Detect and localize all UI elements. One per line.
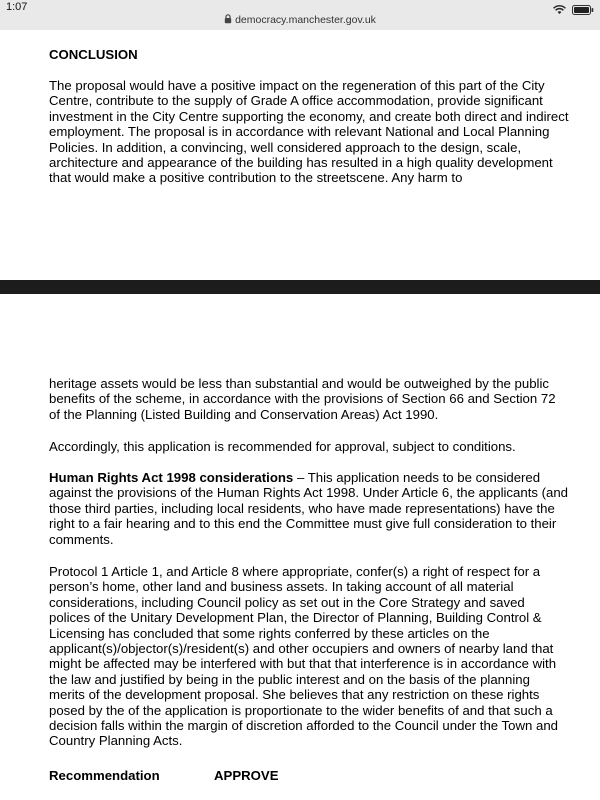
recommendation-value: APPROVE xyxy=(214,768,279,783)
approval-paragraph: Accordingly, this application is recommended for approval, subject to conditions. xyxy=(49,439,516,454)
url-text: democracy.manchester.gov.uk xyxy=(235,14,376,26)
document-page-1 xyxy=(0,30,600,280)
conclusion-heading: CONCLUSION xyxy=(49,47,138,62)
lock-icon xyxy=(224,14,232,27)
address-bar[interactable] xyxy=(0,14,600,27)
recommendation-label: Recommendation xyxy=(49,768,160,783)
heritage-paragraph: heritage assets would be less than substantial and would be outweighed by the public benefits of the scheme, in accordance with the provisions of Section 66 and Section 72 of the Planning (Listed Building and Conservation Areas) Act 1990. xyxy=(49,376,556,422)
document-page-2 xyxy=(0,294,600,800)
human-rights-text: – This application needs to be considered against the provisions of the Human Rights Act 1998. Under Article 6, the applicants (and those third parties, including local residents, who have made representations) have the right to a fair hearing and to this end the Committee must give full consideration to their comments. xyxy=(49,470,569,547)
human-rights-paragraph xyxy=(49,470,569,547)
human-rights-title: Human Rights Act 1998 considerations xyxy=(49,470,294,485)
clock-time: 1:07 xyxy=(6,1,28,13)
protocol-paragraph: Protocol 1 Article 1, and Article 8 where appropriate, confer(s) a right of respect for a person’s home, other land and business assets. In taking account of all material considerations, including Council policy as set out in the Core Strategy and saved polices of the Unitary Development Plan, the Director of Planning, Building Control & Licensing has concluded that some rights conferred by these articles on the applicant(s)/objector(s)/resident(s) and other occupiers and owners of nearby land that might be affected may be interfered with but that that interference is in accordance with the law and justified by being in the public interest and on the basis of the planning merits of the development proposal. She believes that any restriction on these rights posed by the of the application is proportionate to the wider benefits of and that such a decision falls within the margin of discretion afforded to the Council under the Town and Country Planning Acts. xyxy=(49,564,558,749)
browser-status-bar xyxy=(0,0,600,30)
conclusion-paragraph: The proposal would have a positive impact on the regeneration of this part of the City Centre, contribute to the supply of Grade A office accommodation, provide significant investment in the City Centre supporting the economy, and create both direct and indirect employment. The proposal is in accordance with relevant National and Local Planning Policies. In addition, a convincing, well considered approach to the design, scale, architecture and appearance of the building has resulted in a high quality development that would make a positive contribution to the streetscene. Any harm to xyxy=(49,78,569,186)
page-divider xyxy=(0,280,600,294)
